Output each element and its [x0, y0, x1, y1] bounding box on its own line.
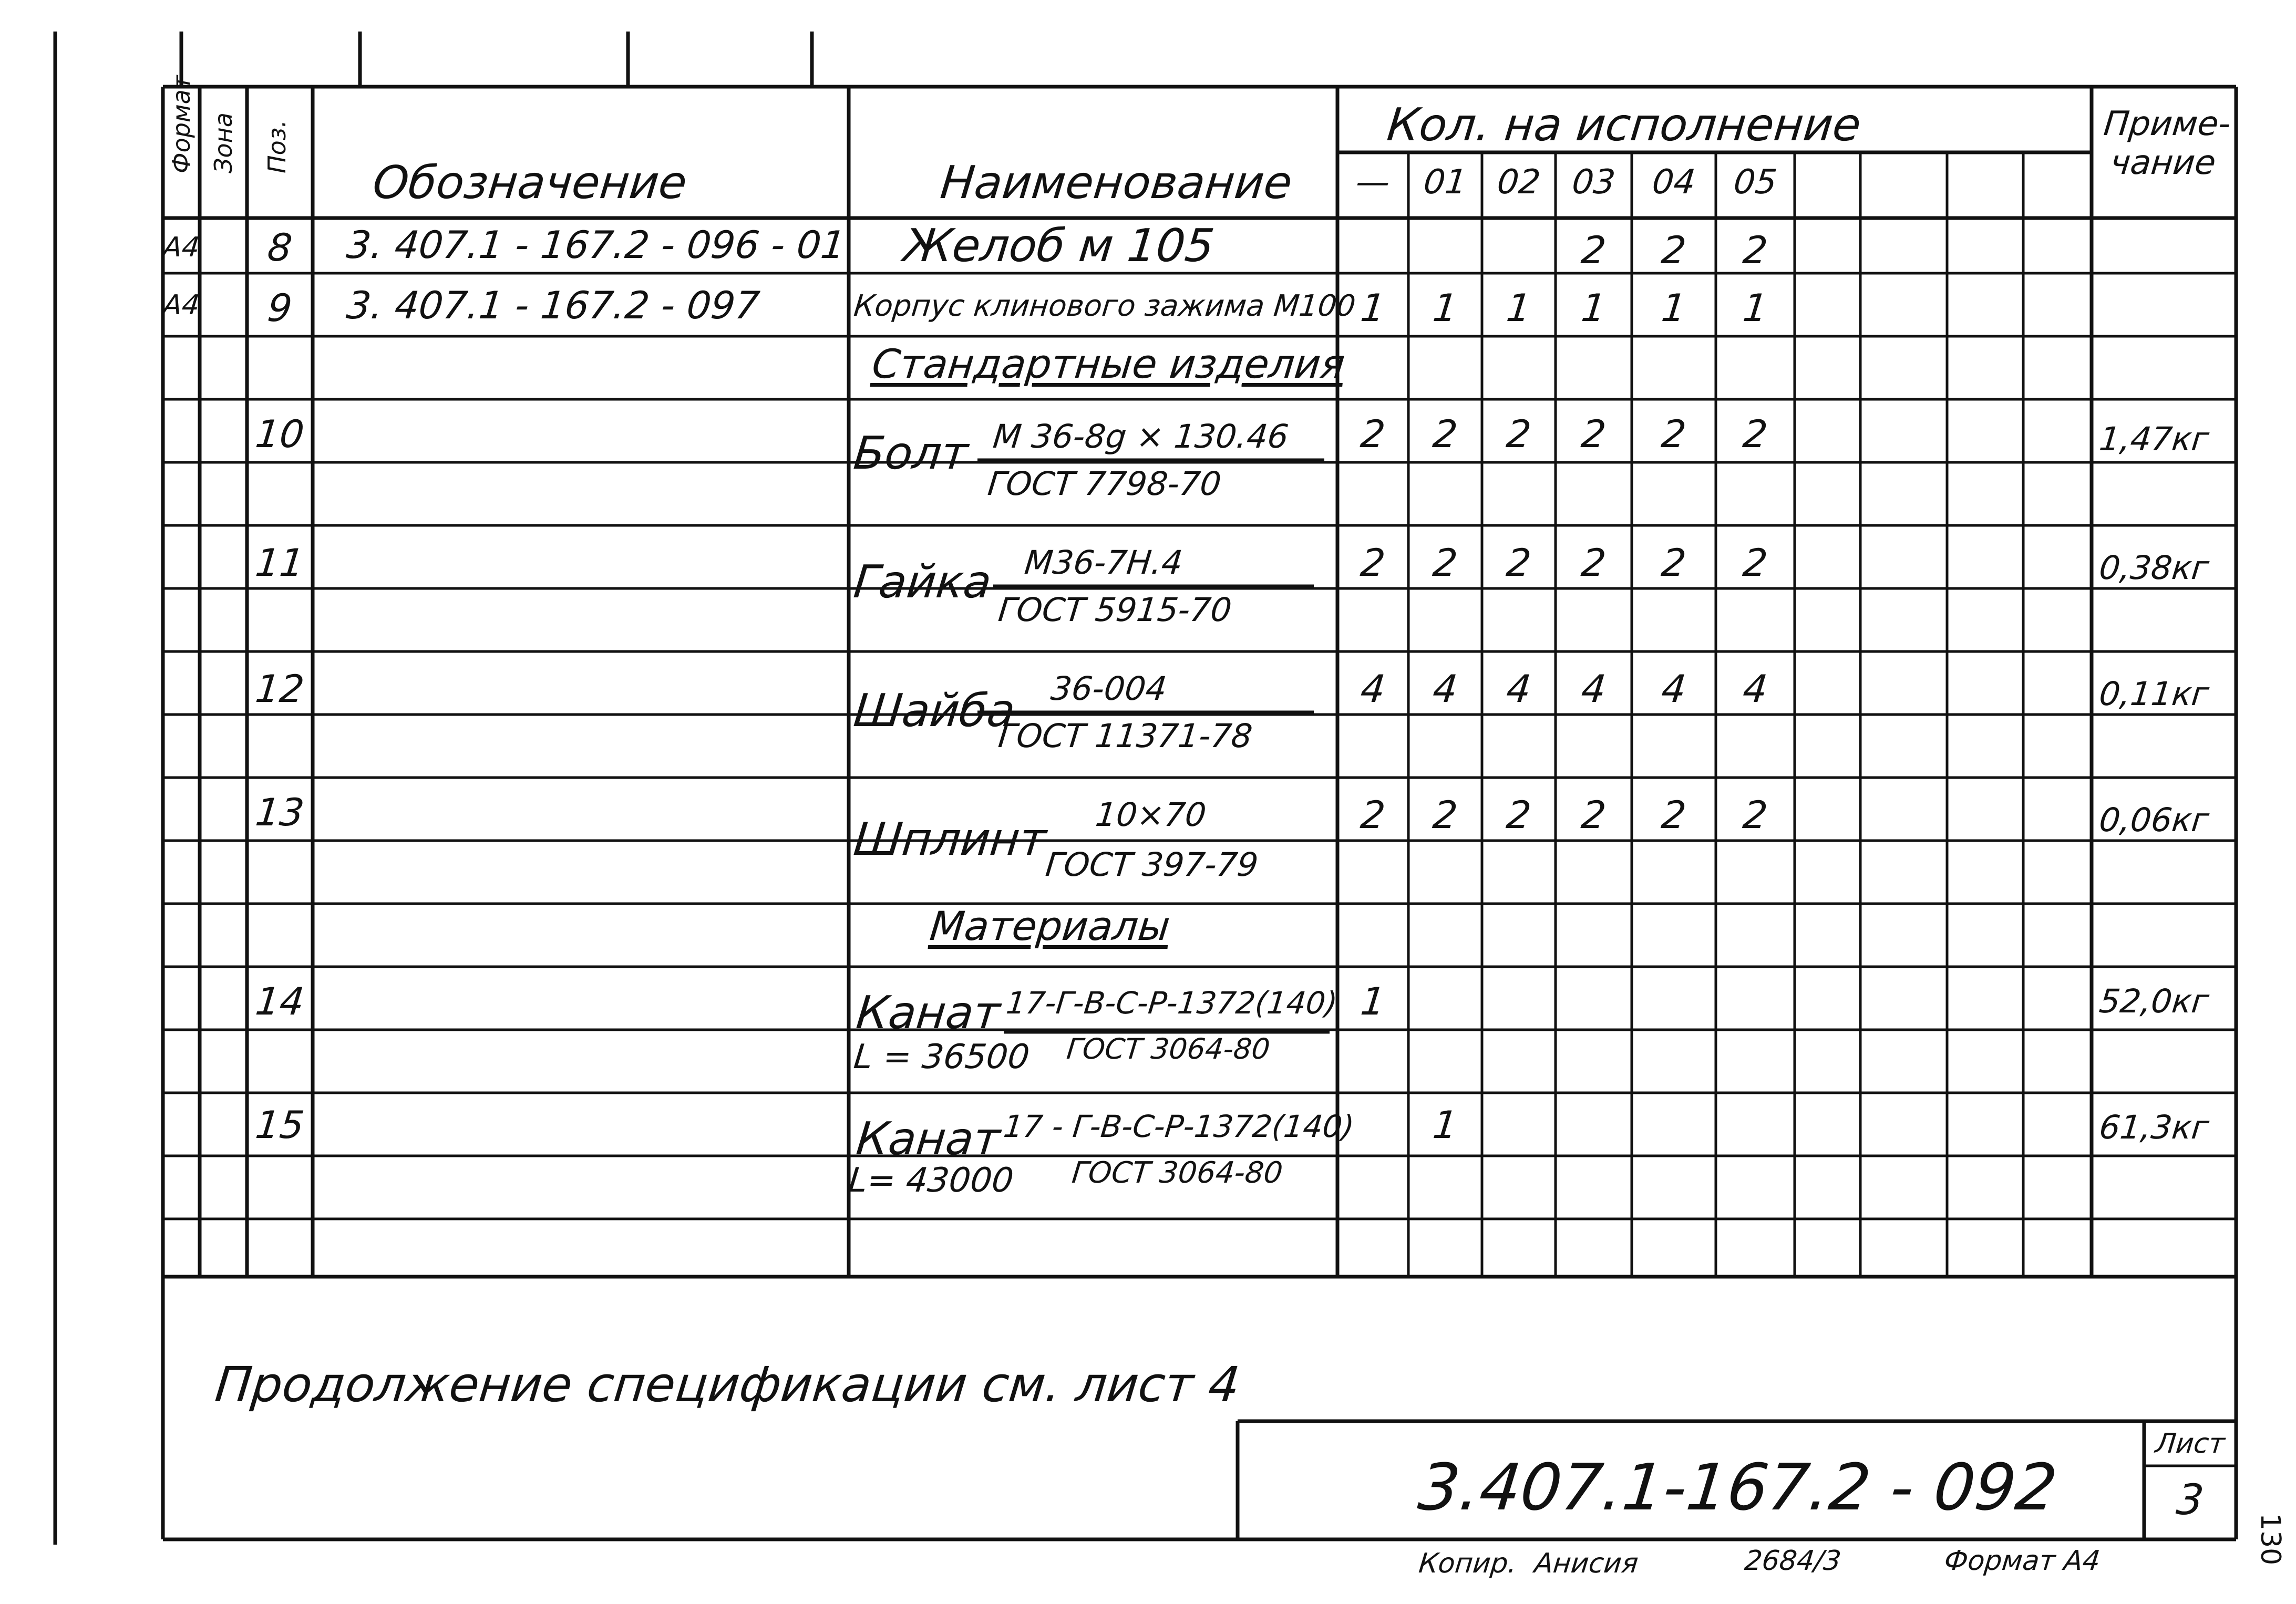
sheet-label: Лист — [2154, 1428, 2227, 1460]
row-pos: 15 — [253, 1103, 306, 1147]
variant-1: 01 — [1422, 163, 1469, 202]
row-qty-5: 2 — [1741, 228, 1770, 272]
header-note: Приме-чание — [2102, 105, 2233, 182]
variant-5: 05 — [1732, 163, 1779, 202]
row-name-top: 17 - Г-В-С-Р-1372(140) — [1002, 1109, 1356, 1144]
row-name-top: М36-7Н.4 — [1023, 543, 1185, 582]
row-designation: 3. 407.1 - 167.2 - 096 - 01 — [344, 223, 848, 267]
row-format: А4 — [161, 232, 201, 263]
row-qty-1: 1 — [1430, 1103, 1460, 1147]
row-qty-2: 2 — [1504, 412, 1533, 456]
footer-format: Формат А4 — [1942, 1545, 2102, 1577]
row-note: 0,11кг — [2097, 675, 2211, 713]
variant-3: 03 — [1570, 163, 1618, 202]
row-name-bottom: ГОСТ 3064-80 — [1070, 1156, 1284, 1190]
row-pos: 9 — [265, 286, 294, 330]
row-name-prefix: Канат — [853, 1113, 1003, 1165]
footer-copied: Копир. — [1417, 1548, 1519, 1579]
row-qty-3: 1 — [1579, 286, 1608, 330]
continuation-note: Продолжение спецификации см. лист 4 — [212, 1357, 1243, 1413]
row-format: А4 — [161, 289, 201, 321]
row-note: 61,3кг — [2097, 1108, 2211, 1146]
row-pos: 10 — [253, 412, 306, 456]
row-qty-4: 1 — [1659, 286, 1688, 330]
variant-0: — — [1354, 163, 1392, 202]
row-name-top: 36-004 — [1049, 669, 1169, 708]
footer-copier: Анисия — [1532, 1548, 1640, 1579]
row-qty-4: 2 — [1659, 412, 1688, 456]
row-qty-5: 2 — [1741, 793, 1770, 837]
footer-order: 2684/3 — [1743, 1545, 1843, 1577]
row-name-bottom: ГОСТ 11371-78 — [996, 717, 1254, 755]
row-qty-4: 2 — [1659, 793, 1688, 837]
row-qty-2: 1 — [1504, 286, 1533, 330]
row-qty-0: 1 — [1358, 286, 1387, 330]
row-name-prefix: Шайба — [851, 685, 1018, 737]
row-name-bottom: ГОСТ 5915-70 — [996, 591, 1234, 629]
row-qty-1: 2 — [1430, 793, 1460, 837]
row-qty-3: 2 — [1579, 793, 1608, 837]
row-name: Желоб м 105 — [901, 220, 1217, 272]
row-note: 52,0кг — [2097, 982, 2211, 1020]
section-materials: Материалы — [928, 903, 1172, 949]
row-pos: 12 — [253, 667, 306, 711]
row-qty-5: 2 — [1741, 412, 1770, 456]
header-format: Формат — [167, 75, 195, 173]
variant-2: 02 — [1495, 163, 1542, 202]
row-name-prefix: Шплинт — [851, 813, 1049, 866]
row-qty-0: 2 — [1358, 541, 1387, 585]
row-name: Корпус клинового зажима М100 — [852, 289, 1357, 323]
row-qty-0: 4 — [1358, 667, 1387, 711]
row-qty-1: 2 — [1430, 412, 1460, 456]
header-zone: Зона — [209, 112, 238, 173]
row-name-top: 10×70 — [1094, 795, 1208, 834]
row-name-top: 17-Г-В-С-Р-1372(140) — [1004, 985, 1340, 1021]
header-qty-title: Кол. на исполнение — [1384, 99, 1863, 151]
edge-number: 130 — [2254, 1513, 2286, 1566]
row-note: 0,06кг — [2097, 801, 2211, 839]
row-qty-2: 2 — [1504, 793, 1533, 837]
row-name-top: М 36-8g × 130.46 — [991, 417, 1291, 456]
row-qty-3: 2 — [1579, 412, 1608, 456]
row-name-length: L= 43000 — [847, 1161, 1016, 1200]
variant-4: 04 — [1650, 163, 1697, 202]
row-name-prefix: Болт — [851, 427, 971, 480]
row-designation: 3. 407.1 - 167.2 - 097 — [344, 283, 762, 327]
row-note: 1,47кг — [2097, 420, 2211, 458]
row-qty-4: 4 — [1659, 667, 1688, 711]
row-pos: 13 — [253, 790, 306, 834]
row-qty-3: 4 — [1579, 667, 1608, 711]
document-number: 3.407.1-167.2 - 092 — [1415, 1450, 2061, 1525]
row-name-bottom: ГОСТ 7798-70 — [986, 464, 1223, 503]
row-qty-2: 4 — [1504, 667, 1533, 711]
header-pos: Поз. — [263, 120, 291, 173]
row-qty-3: 2 — [1579, 228, 1608, 272]
row-qty-5: 1 — [1741, 286, 1770, 330]
row-qty-1: 2 — [1430, 541, 1460, 585]
header-name: Наименование — [938, 157, 1295, 209]
row-qty-4: 2 — [1659, 541, 1688, 585]
row-qty-2: 2 — [1504, 541, 1533, 585]
row-qty-1: 4 — [1430, 667, 1460, 711]
row-qty-5: 4 — [1741, 667, 1770, 711]
row-qty-1: 1 — [1430, 286, 1460, 330]
row-name-bottom: ГОСТ 397-79 — [1044, 845, 1260, 884]
header-designation: Обозначение — [370, 157, 690, 209]
row-qty-4: 2 — [1659, 228, 1688, 272]
row-qty-0: 2 — [1358, 793, 1387, 837]
row-name-length: L = 36500 — [852, 1038, 1032, 1077]
sheet-number: 3 — [2174, 1475, 2206, 1524]
section-standard: Стандартные изделия — [870, 340, 1347, 387]
row-name-prefix: Гайка — [851, 556, 994, 608]
row-name-prefix: Канат — [853, 987, 1003, 1039]
row-pos: 8 — [265, 225, 294, 270]
row-note: 0,38кг — [2097, 549, 2211, 587]
row-qty-5: 2 — [1741, 541, 1770, 585]
row-qty-0: 1 — [1358, 979, 1387, 1023]
row-pos: 14 — [253, 979, 306, 1023]
row-name-bottom: ГОСТ 3064-80 — [1065, 1032, 1272, 1065]
row-pos: 11 — [253, 541, 306, 585]
row-qty-0: 2 — [1358, 412, 1387, 456]
row-qty-3: 2 — [1579, 541, 1608, 585]
